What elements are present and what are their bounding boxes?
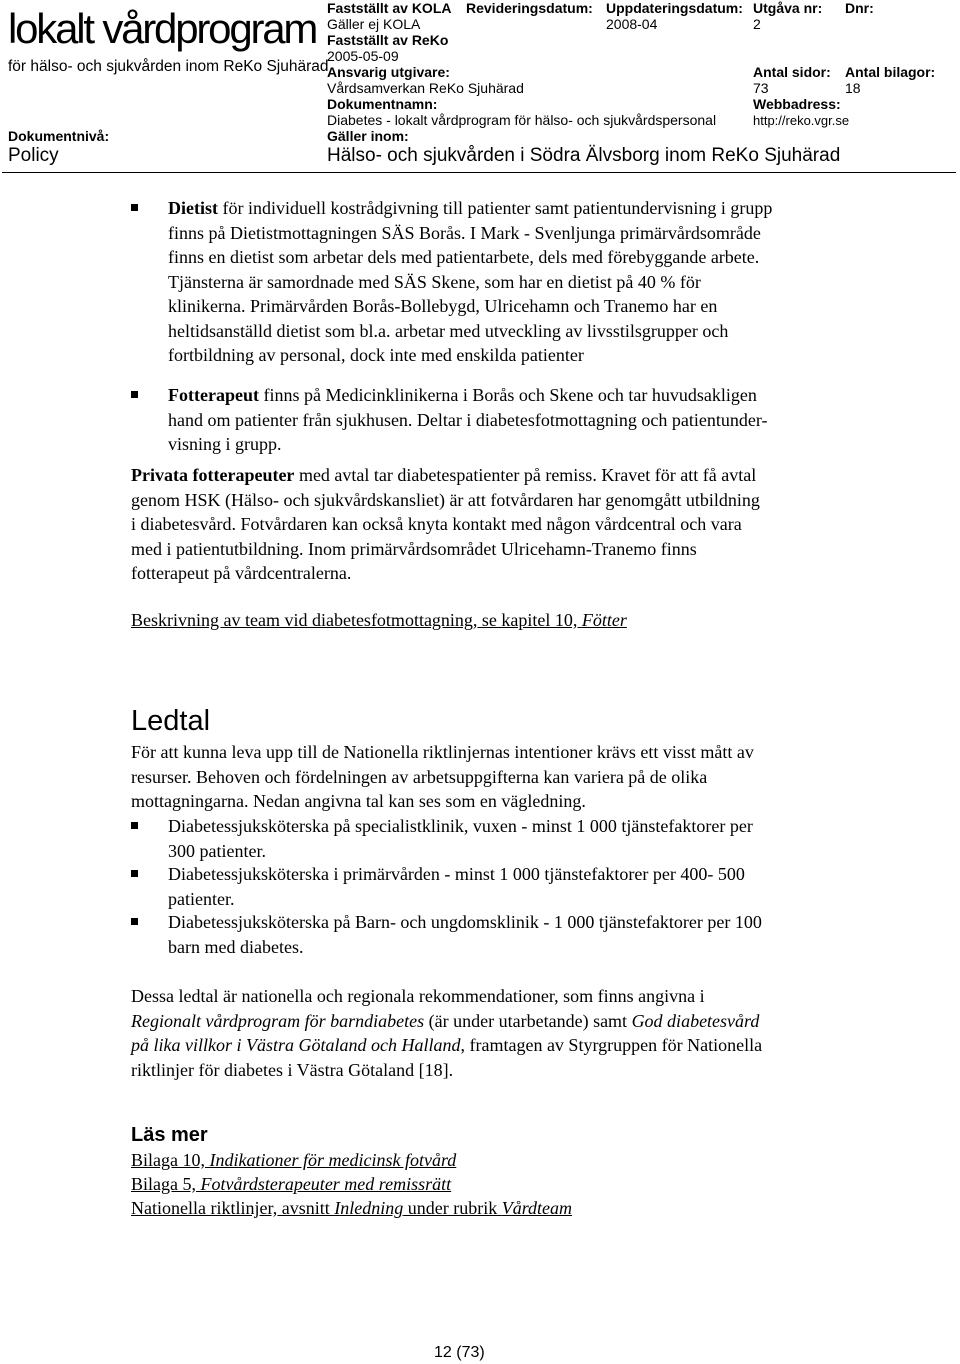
privata-bold: Privata fotterapeuter [131, 465, 295, 485]
antal-bilagor-value: 18 [845, 80, 861, 96]
ledtal-bullet: Diabetessjuksköterska på Barn- och ungdomsklinik - 1 000 tjänstefaktorer per 100 barn med diabetes. [131, 910, 891, 959]
antal-sidor-label: Antal sidor: [753, 64, 831, 80]
webbadress-label: Webbadress: [753, 96, 841, 112]
bullet-square-icon [131, 870, 138, 877]
dietist-bold: Dietist [168, 198, 218, 218]
fastst-reko-label: Fastställt av ReKo [327, 32, 449, 48]
ansvarig-value: Vårdsamverkan ReKo Sjuhärad [327, 80, 524, 96]
dietist-text: Dietist för individuell kostrådgivning till patienter samt patientundervisning i grupp finns på Dietistmottagningen SÄS Borås. I Mark - Svenljunga primärvårdsområde finns en dietist som arbetar dels med patientarbete, dels med förebyggande arbete. Tjänsterna är samordnade med SÄS Skene, som har en dietist på 40 % för klinikerna. Primärvården Borås-Bollebygd, Ulricehamn och Tranemo har en heltidsanställd dietist som bl.a. arbetar med utveckling av livsstilsgrupper och fortbildning av personal, dock inte med enskilda patienter [168, 198, 773, 365]
privata-paragraph: Privata fotterapeuter med avtal tar diabetespatienter på remiss. Kravet för att få avtal genom HSK (Hälso- och sjukvårdskansliet) är att fotvårdaren har genomgått utbildning i diabetesvård. Fotvårdaren kan också knyta kontakt med någon vårdcentral och vara med i patientutbildning. Inom primärvårdsområdet Ulricehamn-Tranemo finns fotterapeut på vårdcentralerna. [131, 465, 760, 583]
galler-ej-kola: Gäller ej KOLA [327, 16, 421, 32]
dokumentniva-value: Policy [8, 145, 59, 166]
beskrivning-link[interactable]: Beskrivning av team vid diabetesfotmottagning, se kapitel 10, Fötter [131, 610, 627, 630]
utgava-value: 2 [753, 16, 761, 32]
revidering-label: Revideringsdatum: [466, 0, 593, 16]
fastst-kola-label: Fastställt av KOLA [327, 0, 452, 16]
link-bilaga-5[interactable]: Bilaga 5, Fotvårdsterapeuter med remissrätt [131, 1174, 452, 1194]
dokumentnamn-value: Diabetes - lokalt vårdprogram för hälso- och sjukvårdspersonal [327, 112, 717, 128]
ledtal-bullet: Diabetessjuksköterska i primärvården - minst 1 000 tjänstefaktorer per 400- 500 patienter. [131, 862, 891, 911]
logo-title: lokalt vårdprogram [8, 5, 317, 52]
uppdatering-value: 2008-04 [606, 16, 658, 32]
fotterapeut-bold: Fotterapeut [168, 385, 259, 405]
uppdatering-label: Uppdateringsdatum: [606, 0, 743, 16]
dnr-label: Dnr: [845, 0, 874, 16]
antal-sidor-value: 73 [753, 80, 769, 96]
dokumentnamn-label: Dokumentnamn: [327, 96, 438, 112]
antal-bilagor-label: Antal bilagor: [845, 64, 936, 80]
dessa-paragraph: Dessa ledtal är nationella och regionala rekommendationer, som finns angivna i Regionalt vårdprogram för barndiabetes (är under utarbetande) samt God diabetesvård på lika villkor i Västra Götaland och Halland, framtagen av Styrgruppen för Nationella riktlinjer för diabetes i Västra Götaland [18]. [131, 986, 763, 1080]
link-bilaga-10[interactable]: Bilaga 10, Indikationer för medicinsk fotvård [131, 1150, 457, 1170]
bullet-square-icon [131, 391, 138, 398]
las-mer-heading: Läs mer [131, 1124, 208, 1146]
bullet-fotterapeut [131, 383, 891, 457]
bullet-square-icon [131, 822, 138, 829]
header-divider [2, 172, 956, 173]
link-nationella-riktlinjer[interactable]: Nationella riktlinjer, avsnitt Inledning under rubrik Vårdteam [131, 1198, 573, 1218]
logo-subtitle: för hälso- och sjukvården inom ReKo Sjuhärad [8, 58, 329, 75]
bullet-dietist [131, 196, 891, 368]
page-number: 12 (73) [434, 1344, 485, 1361]
fastst-reko-date: 2005-05-09 [327, 48, 399, 64]
ledtal-bullet: Diabetessjuksköterska på specialistklinik, vuxen - minst 1 000 tjänstefaktorer per 300 patienter. [131, 814, 891, 863]
dokumentniva-label: Dokumentnivå: [8, 128, 110, 144]
utgava-label: Utgåva nr: [753, 0, 823, 16]
galler-inom-value: Hälso- och sjukvården i Södra Älvsborg inom ReKo Sjuhärad [327, 145, 841, 166]
webbadress-value[interactable]: http://reko.vgr.se [753, 113, 850, 128]
bullet-square-icon [131, 918, 138, 925]
ledtal-intro: För att kunna leva upp till de Nationella riktlinjernas intentioner krävs ett visst mått av resurser. Behoven och fördelningen av arbetsuppgifterna kan variera på de olika mottagningarna. Nedan angivna tal kan ses som en vägledning. [131, 742, 754, 811]
galler-inom-label: Gäller inom: [327, 128, 409, 144]
ansvarig-label: Ansvarig utgivare: [327, 64, 450, 80]
bullet-square-icon [131, 204, 138, 211]
fotterapeut-text: Fotterapeut finns på Medicinklinikerna i Borås och Skene och tar huvudsakligen hand om patienter från sjukhusen. Deltar i diabetesfotmottagning och patientunder- visning i grupp. [168, 385, 768, 454]
ledtal-heading: Ledtal [131, 705, 211, 737]
